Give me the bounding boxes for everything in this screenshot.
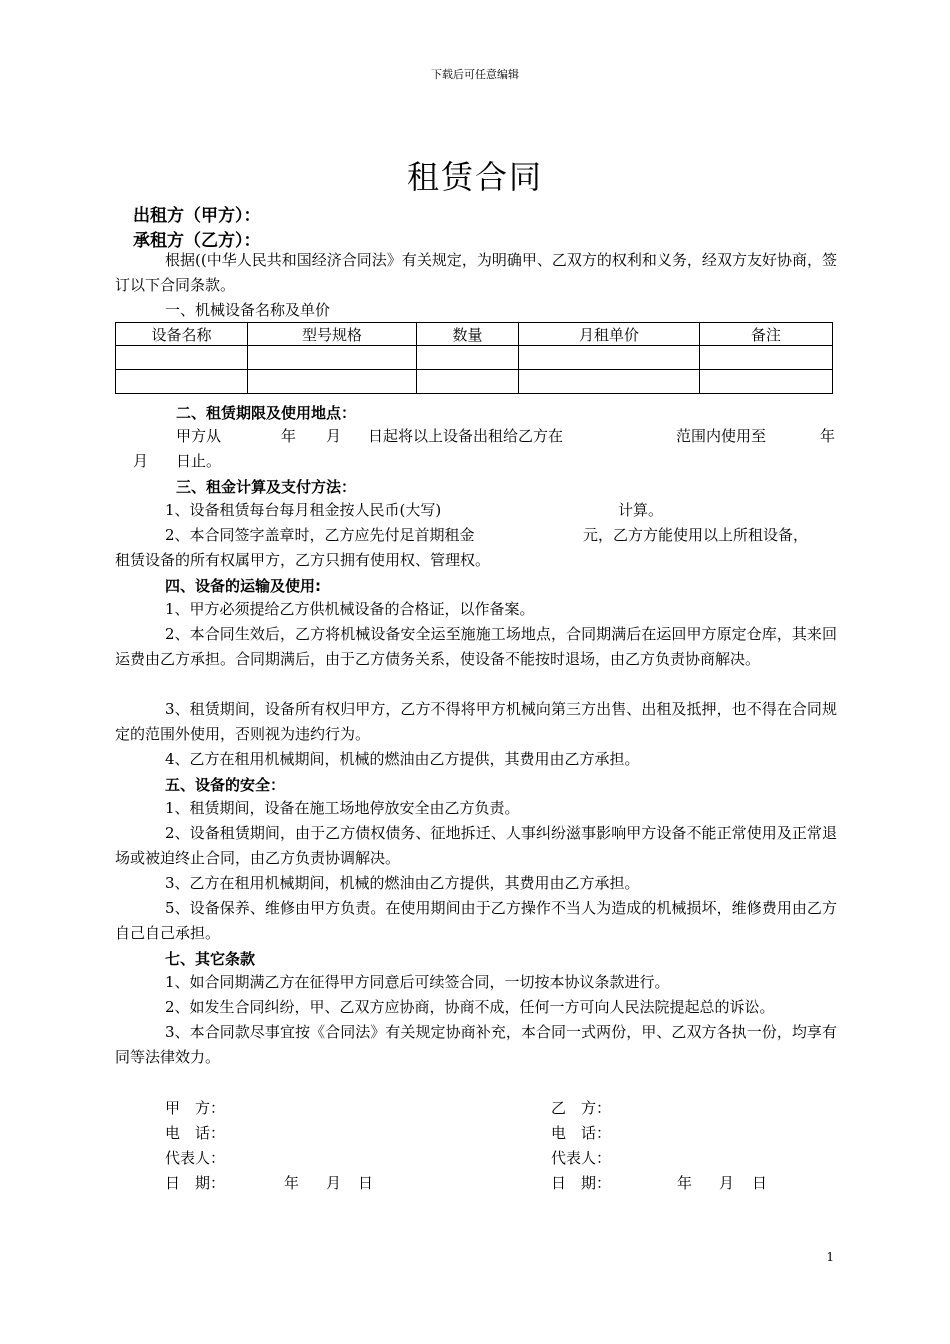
lessee-label: 承租方（乙方）：	[133, 231, 261, 251]
table-row	[116, 370, 833, 394]
text: 年	[820, 427, 836, 445]
text: 计算。	[618, 501, 664, 519]
text: 年	[281, 427, 297, 445]
date-a-year: 年	[284, 1174, 300, 1192]
section-4-item-4: 4、乙方在租用机械期间，机械的燃油由乙方提供，其费用由乙方承担。	[165, 750, 640, 768]
equipment-table	[115, 322, 833, 394]
rep-b-label: 代表人：	[551, 1149, 612, 1167]
section-7-heading: 七、其它条款	[165, 950, 256, 968]
date-a-month: 月	[326, 1174, 342, 1192]
table-cell	[116, 346, 248, 370]
table-cell	[519, 346, 700, 370]
text: 范围内使用至	[676, 427, 767, 445]
section-4-heading: 四、设备的运输及使用:	[165, 577, 321, 595]
table-row	[116, 346, 833, 370]
party-a-label: 甲 方：	[165, 1099, 226, 1117]
text: 元，乙方方能使用以上所租设备，	[583, 526, 809, 544]
date-a-day: 日	[358, 1174, 374, 1192]
date-a-label: 日 期：	[165, 1174, 226, 1192]
text: 租赁设备的所有权属甲方，乙方只拥有使用权、管理权。	[115, 551, 491, 569]
table-cell	[417, 370, 519, 394]
table-header-row	[116, 323, 833, 346]
section-4-item-3: 3、租赁期间，设备所有权归甲方，乙方不得将甲方机械向第三方出售、出租及抵押，也不得在合同规定的范围外使用，否则视为违约行为。	[115, 700, 837, 743]
page-number: 1	[826, 1250, 834, 1264]
section-7-item-3: 3、本合同款尽事宜按《合同法》有关规定协商补充，本合同一式两份，甲、乙双方各执一份，均享有同等法律效力。	[115, 1023, 837, 1066]
table-header-cell: 型号规格	[248, 323, 417, 346]
phone-a-label: 电 话：	[165, 1124, 226, 1142]
date-b-year: 年	[677, 1174, 693, 1192]
text: 1、设备租赁每台每月租金按人民币(大写)	[165, 501, 442, 519]
text: 月	[326, 427, 342, 445]
section-5-item-3: 3、乙方在租用机械期间，机械的燃油由乙方提供，其费用由乙方承担。	[165, 874, 640, 892]
section-5-item-5: 5、设备保养、维修由甲方负责。在使用期间由于乙方操作不当人为造成的机械损坏，维修费用由乙方自己自己承担。	[115, 899, 837, 942]
party-b-label: 乙 方：	[551, 1099, 612, 1117]
section-7-item-1: 1、如合同期满乙方在征得甲方同意后可续签合同，一切按本协议条款进行。	[165, 973, 670, 991]
rep-a-label: 代表人：	[165, 1149, 226, 1167]
text: 甲方从	[176, 427, 222, 445]
table-cell	[700, 370, 833, 394]
section-5-heading: 五、设备的安全：	[165, 776, 286, 794]
section-1-heading: 一、机械设备名称及单价	[165, 301, 331, 319]
date-b-month: 月	[719, 1174, 735, 1192]
section-7-item-2: 2、如发生合同纠纷，甲、乙双方应协商，协商不成，任何一方可向人民法院提起总的诉讼。	[165, 998, 775, 1016]
table-cell	[417, 346, 519, 370]
header-note: 下载后可任意编辑	[431, 68, 519, 81]
section-4-item-1: 1、甲方必须提给乙方供机械设备的合格证，以作备案。	[165, 600, 535, 618]
date-b-day: 日	[752, 1174, 768, 1192]
lessor-label: 出租方（甲方）：	[133, 206, 261, 226]
intro-paragraph: 根据((中华人民共和国经济合同法》有关规定，为明确甲、乙双方的权利和义务，经双方友好协商，签订以下合同条款。	[115, 251, 837, 294]
table-header-cell: 备注	[700, 323, 833, 346]
section-5-item-1: 1、租赁期间，设备在施工场地停放安全由乙方负责。	[165, 799, 520, 817]
phone-b-label: 电 话：	[551, 1124, 612, 1142]
table-cell	[700, 346, 833, 370]
table-header-cell: 设备名称	[116, 323, 248, 346]
section-5-item-2: 2、设备租赁期间，由于乙方债权债务、征地拆迁、人事纠纷滋事影响甲方设备不能正常使用及正常退场或被迫终止合同，由乙方负责协调解决。	[115, 824, 837, 867]
section-3-heading: 三、租金计算及支付方法：	[176, 478, 357, 496]
table-cell	[519, 370, 700, 394]
table-cell	[116, 370, 248, 394]
date-b-label: 日 期：	[551, 1174, 612, 1192]
section-2-heading: 二、租赁期限及使用地点：	[176, 404, 357, 422]
text: 2、本合同签字盖章时，乙方应先付足首期租金	[165, 526, 475, 544]
text: 日起将以上设备出租给乙方在	[368, 427, 564, 445]
table-header-cell: 月租单价	[519, 323, 700, 346]
text: 日止。	[176, 452, 222, 470]
table-header-cell: 数量	[417, 323, 519, 346]
table-cell	[248, 370, 417, 394]
section-4-item-2: 2、本合同生效后，乙方将机械设备安全运至施施工场地点，合同期满后在运回甲方原定仓库，其来回运费由乙方承担。合同期满后，由于乙方债务关系，使设备不能按时退场，由乙方负责协商解决。	[115, 625, 837, 668]
document-title: 租赁合同	[406, 158, 543, 196]
table-cell	[248, 346, 417, 370]
text: 月	[133, 452, 149, 470]
